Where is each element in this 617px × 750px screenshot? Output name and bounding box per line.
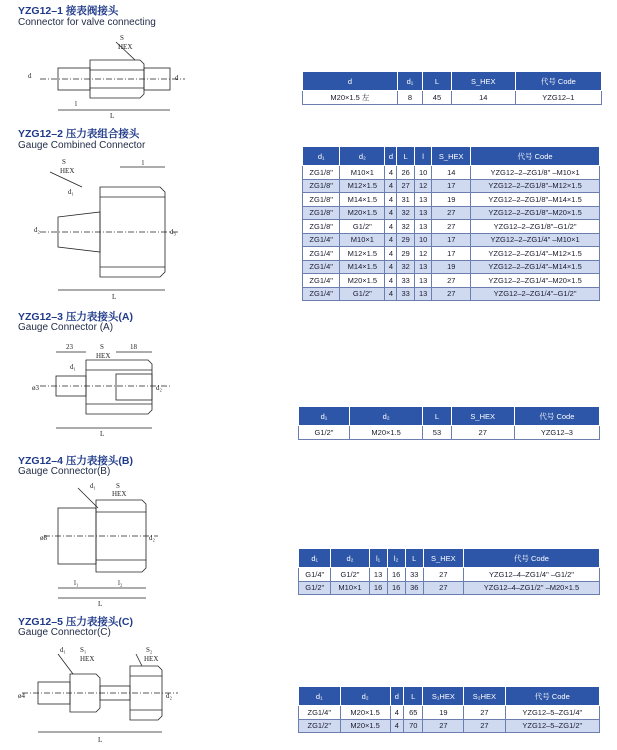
table-cell: 17 (432, 247, 471, 261)
table-cell: 13 (414, 287, 431, 301)
table-cell: ZG1/2" (299, 719, 341, 733)
table-cell: 4 (385, 247, 397, 261)
table-cell: 8 (397, 91, 422, 105)
section-3-subtitle: Gauge Connector (A) (18, 322, 114, 333)
column-header: 代号 Code (471, 147, 600, 166)
column-header: l (414, 147, 431, 166)
section-2-title: YZG12–2 压力表组合接头 (18, 128, 140, 140)
column-header: d₁ (299, 687, 341, 706)
column-header: d₂ (340, 687, 390, 706)
table-cell: M20×1.5 (340, 719, 390, 733)
section-2-label-d2: d₂ (34, 226, 40, 234)
table-cell: G1/2" (299, 581, 331, 595)
section-4-label-len: L (98, 600, 103, 608)
table-row (303, 166, 600, 180)
column-header: L (397, 147, 414, 166)
table-cell: YZG12–3 (514, 426, 599, 440)
section-3-label-s: S (100, 343, 104, 351)
table-cell: 26 (397, 166, 414, 180)
section-5-label-s2: S₂ (146, 646, 153, 654)
table-cell: 31 (397, 193, 414, 207)
column-header: S₂HEX (464, 687, 505, 706)
section-5-label-d2: d₂ (166, 692, 172, 700)
section-4-subtitle: Gauge Connector(B) (18, 466, 111, 477)
section-2-label-l: l (142, 159, 144, 167)
table-cell: M20×1.5 (340, 206, 385, 220)
column-header: L (405, 549, 423, 568)
table-cell: 33 (405, 568, 423, 582)
table-cell: YZG12–4–ZG1/2" –M20×1.5 (463, 581, 599, 595)
table-cell: 12 (414, 247, 431, 261)
section-3-label-18: 18 (130, 343, 137, 351)
table-cell: ZG1/4" (303, 233, 340, 247)
table-row (303, 260, 600, 274)
table-cell: 13 (369, 568, 387, 582)
column-header: d (385, 147, 397, 166)
section-5-label-hex1: HEX (80, 655, 95, 663)
table-cell: 27 (432, 206, 471, 220)
section-4-title: YZG12–4 压力表接头(B) (18, 455, 133, 467)
table-cell: 4 (390, 706, 403, 720)
table-row (299, 581, 600, 595)
section-1-label-hex: HEX (118, 43, 133, 51)
table-row (303, 287, 600, 301)
table-cell: 27 (423, 719, 464, 733)
table-cell: 27 (451, 426, 514, 440)
table-row (303, 179, 600, 193)
column-header: d₁ (303, 147, 340, 166)
table-cell: ZG1/4" (303, 274, 340, 288)
table-header-row (303, 72, 602, 91)
section-2-label-d3: d₃ (170, 228, 176, 236)
table-cell: G1/2" (331, 568, 369, 582)
table-cell: M12×1.5 (340, 179, 385, 193)
table-header-row (299, 407, 600, 426)
section-2-drawing (20, 152, 200, 302)
table-cell: 53 (423, 426, 451, 440)
table-cell: 4 (385, 287, 397, 301)
column-header: d₂ (340, 147, 385, 166)
table-row (299, 426, 600, 440)
table-cell: 29 (397, 233, 414, 247)
section-4-label-d2: d₂ (149, 534, 155, 542)
section-1-label-d: d (28, 72, 32, 80)
table-cell: 16 (369, 581, 387, 595)
table-cell: M20×1.5 (340, 274, 385, 288)
section-1-title: YZG12–1 接表阀接头 (18, 5, 119, 17)
table-cell: YZG12–2–ZG1/8" –M10×1 (471, 166, 600, 180)
table-row (299, 568, 600, 582)
section-4-label-d1: d₁ (90, 482, 96, 490)
column-header: S₁HEX (423, 687, 464, 706)
table-row (303, 220, 600, 234)
table-cell: 14 (432, 166, 471, 180)
table-cell: 33 (397, 287, 414, 301)
table-cell: 27 (423, 581, 463, 595)
table-cell: 4 (390, 719, 403, 733)
column-header: l₂ (387, 549, 405, 568)
section-1-subtitle: Connector for valve connecting (18, 17, 156, 28)
table-cell: YZG12–2–ZG1/8"–G1/2" (471, 220, 600, 234)
table-cell: 32 (397, 220, 414, 234)
table-cell: 19 (423, 706, 464, 720)
column-header: d (390, 687, 403, 706)
table-cell: ZG1/4" (303, 287, 340, 301)
table-cell: 10 (414, 233, 431, 247)
table-cell: YZG12–1 (515, 91, 601, 105)
table-cell: ZG1/4" (303, 260, 340, 274)
table-cell: 4 (385, 220, 397, 234)
table-cell: 4 (385, 206, 397, 220)
table-cell: YZG12–2–ZG1/8"–M12×1.5 (471, 179, 600, 193)
table-cell: ZG1/8" (303, 166, 340, 180)
table-cell: 19 (432, 193, 471, 207)
table-cell: M10×1 (340, 166, 385, 180)
column-header: S_HEX (423, 549, 463, 568)
section-5-subtitle: Gauge Connector(C) (18, 627, 111, 638)
column-header: 代号 Code (505, 687, 599, 706)
section-1-label-d2: d (175, 74, 179, 82)
column-header: d (303, 72, 398, 91)
table-cell: G1/2" (340, 287, 385, 301)
section-2-label-hex: HEX (60, 167, 75, 175)
column-header: 代号 Code (515, 72, 601, 91)
section-3-label-o3: ø3 (32, 384, 39, 392)
table-cell: YZG12–2–ZG1/8"–M14×1.5 (471, 193, 600, 207)
section-4-label-o8: ø8 (40, 534, 47, 542)
table-cell: 19 (432, 260, 471, 274)
column-header: 代号 Code (463, 549, 599, 568)
section-4-label-hex: HEX (112, 490, 127, 498)
table-cell: YZG12–2–ZG1/4"–G1/2" (471, 287, 600, 301)
column-header: S_HEX (451, 407, 514, 426)
table-cell: M12×1.5 (340, 247, 385, 261)
table-cell: 17 (432, 179, 471, 193)
section-5-label-s1: S₁ (80, 646, 87, 654)
table-cell: 29 (397, 247, 414, 261)
table-cell: M20×1.5 (340, 706, 390, 720)
table-header-row (303, 147, 600, 166)
table-cell: ZG1/8" (303, 179, 340, 193)
table-cell: 13 (414, 274, 431, 288)
table-cell: 27 (423, 568, 463, 582)
section-3-label-23: 23 (66, 343, 73, 351)
column-header: l₁ (369, 549, 387, 568)
table-cell: 4 (385, 233, 397, 247)
column-header: 代号 Code (514, 407, 599, 426)
table-row (303, 91, 602, 105)
section-5-table (298, 686, 600, 733)
table-cell: 17 (432, 233, 471, 247)
table-cell: 4 (385, 166, 397, 180)
column-header: L (404, 687, 423, 706)
column-header: S_HEX (451, 72, 515, 91)
section-2-label-s: S (62, 158, 66, 166)
section-4-table (298, 548, 600, 595)
table-row (303, 233, 600, 247)
column-header: d₁ (397, 72, 422, 91)
table-cell: YZG12–5–ZG1/4" (505, 706, 599, 720)
table-cell: G1/2" (340, 220, 385, 234)
table-cell: 33 (397, 274, 414, 288)
section-4-label-l1: l₁ (74, 579, 79, 587)
table-cell: M14×1.5 (340, 260, 385, 274)
table-cell: 13 (414, 193, 431, 207)
table-cell: ZG1/8" (303, 220, 340, 234)
table-cell: YZG12–2–ZG1/8"–M20×1.5 (471, 206, 600, 220)
table-row (303, 206, 600, 220)
table-cell: YZG12–2–ZG1/4"–M12×1.5 (471, 247, 600, 261)
table-cell: 27 (432, 220, 471, 234)
table-cell: 4 (385, 260, 397, 274)
section-1-label-s: S (120, 34, 124, 42)
table-cell: M20×1.5 左 (303, 91, 398, 105)
table-cell: 14 (451, 91, 515, 105)
table-row (299, 719, 600, 733)
section-3-label-hex: HEX (96, 352, 111, 360)
table-cell: 65 (404, 706, 423, 720)
table-cell: 16 (387, 568, 405, 582)
table-cell: 27 (464, 719, 505, 733)
table-cell: 45 (423, 91, 452, 105)
table-cell: 10 (414, 166, 431, 180)
table-cell: YZG12–2–ZG1/4" –M10×1 (471, 233, 600, 247)
section-5-label-o4: ø4 (18, 692, 25, 700)
section-1-drawing (20, 30, 200, 120)
section-3-table (298, 406, 600, 440)
section-3-label-d2: d₂ (156, 384, 162, 392)
section-5-label-d1: d₁ (60, 646, 66, 654)
table-header-row (299, 687, 600, 706)
table-row (303, 274, 600, 288)
table-cell: G1/4" (299, 568, 331, 582)
column-header: d₂ (349, 407, 422, 426)
table-row (303, 193, 600, 207)
table-cell: 4 (385, 274, 397, 288)
table-cell: M10×1 (331, 581, 369, 595)
section-1-label-l: l (75, 100, 77, 108)
table-cell: 32 (397, 260, 414, 274)
column-header: d₁ (299, 407, 350, 426)
section-2-label-d1: d₁ (68, 188, 74, 196)
table-cell: G1/2" (299, 426, 350, 440)
column-header: L (423, 72, 452, 91)
section-2-subtitle: Gauge Combined Connector (18, 140, 146, 151)
table-cell: 13 (414, 206, 431, 220)
table-cell: ZG1/8" (303, 206, 340, 220)
table-cell: YZG12–5–ZG1/2" (505, 719, 599, 733)
table-cell: 13 (414, 220, 431, 234)
section-5-drawing (18, 640, 188, 748)
section-3-label-d1: d₁ (70, 363, 76, 371)
table-header-row (299, 549, 600, 568)
table-cell: M20×1.5 (349, 426, 422, 440)
section-4-label-l2: l₂ (118, 579, 123, 587)
section-1-label-len: L (110, 112, 115, 120)
section-5-label-len: L (98, 736, 103, 744)
column-header: L (423, 407, 451, 426)
section-5-title: YZG12–5 压力表接头(C) (18, 616, 133, 628)
table-cell: 4 (385, 193, 397, 207)
section-3-title: YZG12–3 压力表接头(A) (18, 311, 133, 323)
table-cell: 16 (387, 581, 405, 595)
table-cell: 36 (405, 581, 423, 595)
section-1-table (302, 71, 602, 105)
table-cell: ZG1/8" (303, 193, 340, 207)
section-2-label-len: L (112, 293, 117, 301)
table-cell: 13 (414, 260, 431, 274)
table-row (303, 247, 600, 261)
column-header: d₂ (331, 549, 369, 568)
table-cell: 27 (432, 287, 471, 301)
section-2-table (302, 146, 600, 301)
table-cell: YZG12–2–ZG1/4"–M14×1.5 (471, 260, 600, 274)
table-row (299, 706, 600, 720)
section-3-drawing (30, 338, 190, 438)
table-cell: M14×1.5 (340, 193, 385, 207)
table-cell: 27 (464, 706, 505, 720)
table-cell: ZG1/4" (303, 247, 340, 261)
table-cell: 4 (385, 179, 397, 193)
table-cell: YZG12–4–ZG1/4" –G1/2" (463, 568, 599, 582)
table-cell: YZG12–2–ZG1/4"–M20×1.5 (471, 274, 600, 288)
section-3-label-len: L (100, 430, 105, 438)
table-cell: 32 (397, 206, 414, 220)
table-cell: 12 (414, 179, 431, 193)
table-cell: 70 (404, 719, 423, 733)
table-cell: M10×1 (340, 233, 385, 247)
table-cell: ZG1/4" (299, 706, 341, 720)
section-5-label-hex2: HEX (144, 655, 159, 663)
section-4-drawing (38, 478, 168, 608)
column-header: S_HEX (432, 147, 471, 166)
column-header: d₁ (299, 549, 331, 568)
section-4-label-s: S (116, 482, 120, 490)
table-cell: 27 (432, 274, 471, 288)
table-cell: 27 (397, 179, 414, 193)
